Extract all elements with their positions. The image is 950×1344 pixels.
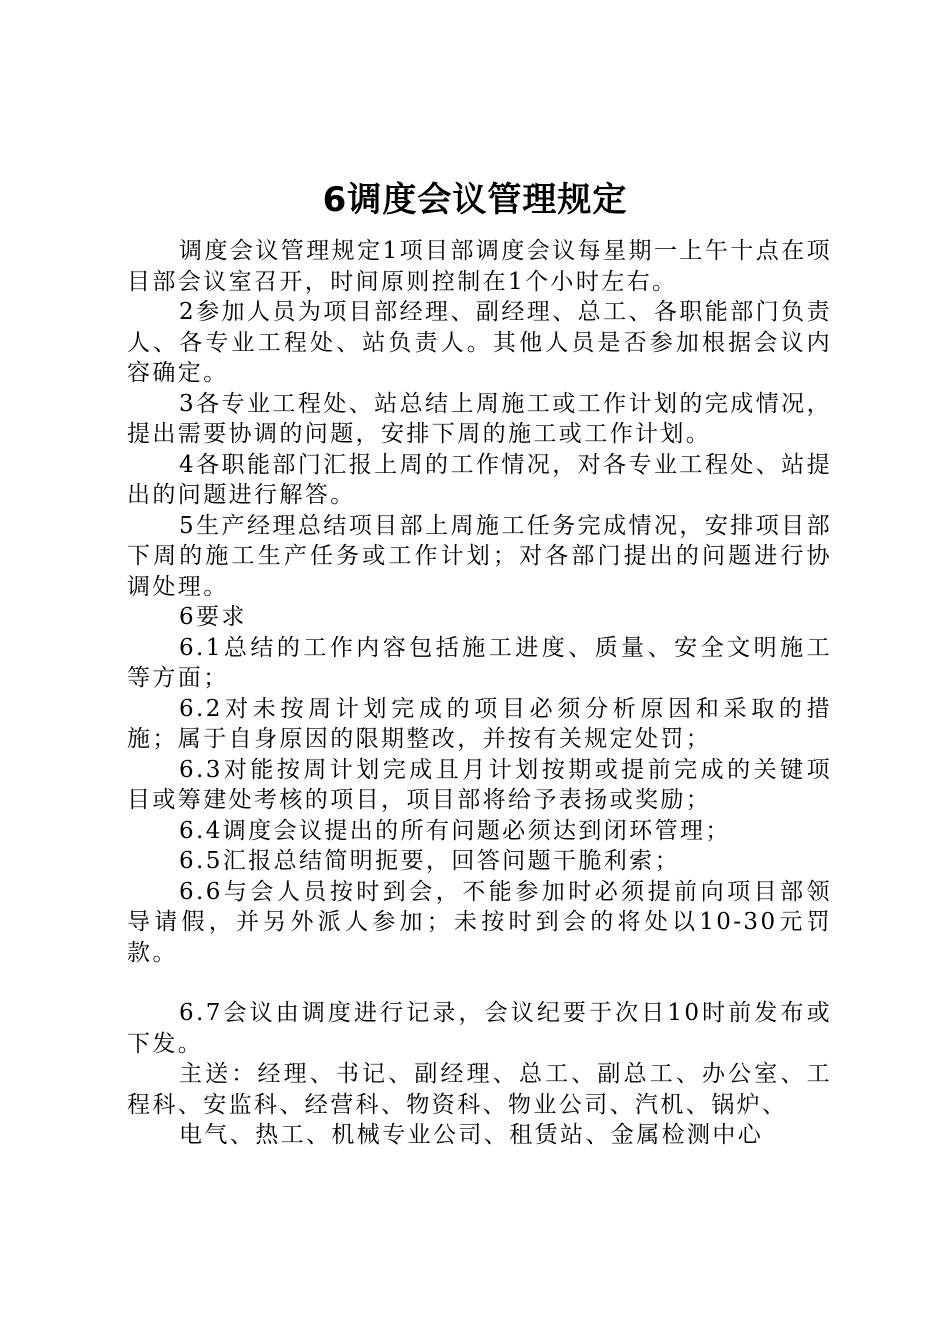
paragraph-3: 3各专业工程处、站总结上周施工或工作计划的完成情况，提出需要协调的问题，安排下周的施工或工作计划。 (127, 390, 832, 447)
paragraph-2: 2参加人员为项目部经理、副经理、总工、各职能部门负责人、各专业工程处、站负责人。其他人员是否参加根据会议内容确定。 (127, 299, 832, 386)
paragraph-6-heading: 6要求 (179, 604, 247, 630)
paragraph-5: 5生产经理总结项目部上周施工任务完成情况，安排项目部下周的施工生产任务或工作计划；对各部门提出的问题进行协调处理。 (127, 512, 832, 600)
paragraph-6-5: 6.5汇报总结简明扼要，回答问题干脆利索； (179, 848, 680, 874)
document-body (127, 236, 832, 1151)
paragraph-6-4: 6.4调度会议提出的所有问题必须达到闭环管理； (179, 817, 731, 844)
paragraph-6-1: 6.1总结的工作内容包括施工进度、质量、安全文明施工等方面； (127, 634, 832, 691)
paragraph-6-3: 6.3对能按周计划完成且月计划按期或提前完成的关键项目或筹建处考核的项目，项目部将给予表扬或奖励； (127, 756, 832, 813)
distribution-list: 主送：经理、书记、副经理、总工、副总工、办公室、工程科、安监科、经营科、物资科、物业公司、汽机、锅炉、 (127, 1061, 832, 1118)
paragraph-1: 调度会议管理规定1项目部调度会议每星期一上午十点在项目部会议室召开，时间原则控制在1个小时左右。 (127, 238, 832, 295)
paragraph-6-2: 6.2对未按周计划完成的项目必须分析原因和采取的措施；属于自身原因的限期整改，并按有关规定处罚； (127, 695, 832, 752)
distribution-list-continued: 电气、热工、机械专业公司、租赁站、金属检测中心 (179, 1122, 764, 1148)
paragraph-4: 4各职能部门汇报上周的工作情况，对各专业工程处、站提出的问题进行解答。 (127, 451, 832, 508)
document-title: 6调度会议管理规定 (322, 180, 628, 220)
paragraph-6-6: 6.6与会人员按时到会，不能参加时必须提前向项目部领导请假，并另外派人参加；未按时到会的将处以10-30元罚款。 (127, 878, 832, 966)
paragraph-6-7: 6.7会议由调度进行记录，会议纪要于次日10时前发布或下发。 (127, 1000, 832, 1057)
